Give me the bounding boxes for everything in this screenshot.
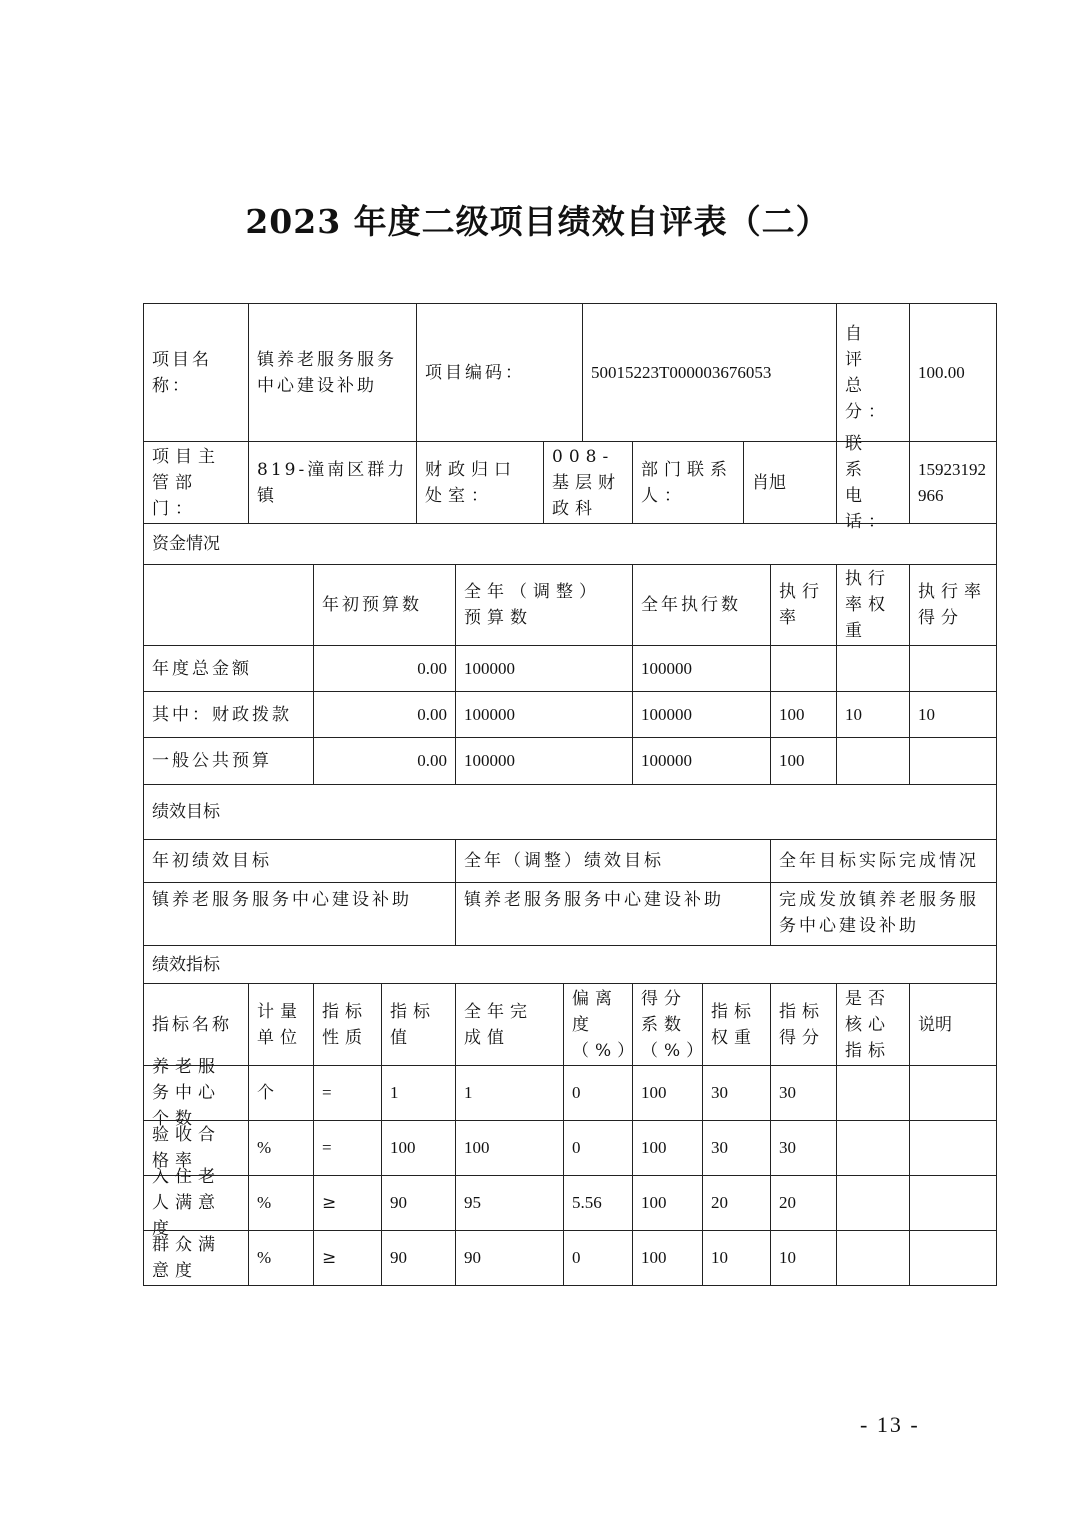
ind-row-score-coef: 100 xyxy=(632,1065,703,1121)
ind-header-nature: 指标性质 xyxy=(313,983,382,1066)
ind-header-completed: 全年完成值 xyxy=(455,983,564,1066)
ind-header-core: 是否核心指标 xyxy=(836,983,910,1066)
document-title: 2023 年度二级项目绩效自评表（二） xyxy=(245,202,830,241)
contact-label: 部门联系人： xyxy=(632,441,744,524)
ind-row-nature: ≥ xyxy=(313,1175,382,1231)
page-number: - 13 - xyxy=(860,1412,920,1437)
project-code-value: 50015223T000003676053 xyxy=(582,303,837,442)
funds-header-executed: 全年执行数 xyxy=(632,564,771,646)
finance-office-label: 财政归口处室： xyxy=(416,441,544,524)
ind-row-deviation: 0 xyxy=(563,1065,633,1121)
ind-row-unit: % xyxy=(248,1230,314,1286)
funds-row-rate xyxy=(770,645,837,692)
funds-row-label: 年度总金额 xyxy=(143,645,314,692)
ind-header-note: 说明 xyxy=(909,983,997,1066)
funds-row-rate: 100 xyxy=(770,737,837,785)
ind-row-completed: 100 xyxy=(455,1120,564,1176)
ind-row-completed: 90 xyxy=(455,1230,564,1286)
ind-header-score: 指标得分 xyxy=(770,983,837,1066)
ind-row-weight: 10 xyxy=(702,1230,771,1286)
funds-header-blank xyxy=(143,564,314,646)
ind-row-weight: 30 xyxy=(702,1065,771,1121)
ind-row-core xyxy=(836,1065,910,1121)
ind-row-score: 20 xyxy=(770,1175,837,1231)
funds-section-label: 资金情况 xyxy=(143,523,997,565)
funds-row-rate: 100 xyxy=(770,691,837,738)
funds-row-initial: 0.00 xyxy=(313,645,456,692)
ind-row-weight: 20 xyxy=(702,1175,771,1231)
goals-header-initial: 年初绩效目标 xyxy=(143,839,456,883)
ind-row-unit: % xyxy=(248,1120,314,1176)
ind-row-note xyxy=(909,1230,997,1286)
ind-row-core xyxy=(836,1175,910,1231)
ind-row-deviation: 0 xyxy=(563,1120,633,1176)
funds-row-score: 10 xyxy=(909,691,997,738)
ind-row-completed: 1 xyxy=(455,1065,564,1121)
ind-row-note xyxy=(909,1065,997,1121)
ind-row-value: 90 xyxy=(381,1230,456,1286)
goals-value-actual: 完成发放镇养老服务服务中心建设补助 xyxy=(770,882,997,946)
ind-row-unit: % xyxy=(248,1175,314,1231)
funds-header-adjusted-budget: 全年（调整）预算数 xyxy=(455,564,633,646)
funds-header-exec-rate: 执行率 xyxy=(770,564,837,646)
ind-header-value: 指标值 xyxy=(381,983,456,1066)
ind-row-score-coef: 100 xyxy=(632,1230,703,1286)
goals-header-actual: 全年目标实际完成情况 xyxy=(770,839,997,883)
dept-value: 819-潼南区群力镇 xyxy=(248,441,417,524)
ind-row-value: 90 xyxy=(381,1175,456,1231)
project-code-label: 项目编码： xyxy=(416,303,583,442)
ind-row-score-coef: 100 xyxy=(632,1175,703,1231)
funds-row-adjusted: 100000 xyxy=(455,645,633,692)
ind-row-score-coef: 100 xyxy=(632,1120,703,1176)
ind-row-deviation: 5.56 xyxy=(563,1175,633,1231)
goals-header-adjusted: 全年（调整）绩效目标 xyxy=(455,839,771,883)
ind-row-nature: = xyxy=(313,1065,382,1121)
contact-value: 肖旭 xyxy=(743,441,837,524)
ind-header-deviation: 偏离度（%） xyxy=(563,983,633,1066)
ind-row-score: 30 xyxy=(770,1120,837,1176)
funds-row-weight xyxy=(836,737,910,785)
ind-row-name: 验收合格率 xyxy=(143,1120,249,1176)
funds-header-exec-weight: 执行率权重 xyxy=(836,564,910,646)
ind-row-name: 群众满意度 xyxy=(143,1230,249,1286)
indicators-section-label: 绩效指标 xyxy=(143,945,997,984)
funds-header-initial-budget: 年初预算数 xyxy=(313,564,456,646)
funds-header-exec-score: 执行率得分 xyxy=(909,564,997,646)
self-score-value: 100.00 xyxy=(909,303,997,442)
phone-value: 15923192966 xyxy=(909,441,997,524)
ind-row-note xyxy=(909,1175,997,1231)
funds-row-adjusted: 100000 xyxy=(455,691,633,738)
ind-row-nature: = xyxy=(313,1120,382,1176)
funds-row-adjusted: 100000 xyxy=(455,737,633,785)
funds-row-executed: 100000 xyxy=(632,645,771,692)
project-name-label: 项目名称： xyxy=(143,303,249,442)
phone-label: 联 系 电话： xyxy=(836,441,910,524)
ind-row-value: 1 xyxy=(381,1065,456,1121)
ind-row-deviation: 0 xyxy=(563,1230,633,1286)
ind-header-unit: 计量单位 xyxy=(248,983,314,1066)
funds-row-initial: 0.00 xyxy=(313,737,456,785)
ind-row-name: 养老服务中心个数 xyxy=(143,1065,249,1121)
ind-header-score-coef: 得分系数（%） xyxy=(632,983,703,1066)
project-name-value: 镇养老服务服务中心建设补助 xyxy=(248,303,417,442)
ind-row-score: 10 xyxy=(770,1230,837,1286)
funds-row-score xyxy=(909,645,997,692)
funds-row-label: 一般公共预算 xyxy=(143,737,314,785)
finance-office-value: 008- 基层财政科 xyxy=(543,441,633,524)
funds-row-weight xyxy=(836,645,910,692)
funds-row-executed: 100000 xyxy=(632,737,771,785)
ind-header-weight: 指标权重 xyxy=(702,983,771,1066)
ind-row-name: 入住老人满意度 xyxy=(143,1175,249,1231)
ind-row-weight: 30 xyxy=(702,1120,771,1176)
ind-row-nature: ≥ xyxy=(313,1230,382,1286)
funds-row-initial: 0.00 xyxy=(313,691,456,738)
funds-row-executed: 100000 xyxy=(632,691,771,738)
ind-row-completed: 95 xyxy=(455,1175,564,1231)
funds-row-score xyxy=(909,737,997,785)
goals-value-initial: 镇养老服务服务中心建设补助 xyxy=(143,882,456,946)
ind-row-value: 100 xyxy=(381,1120,456,1176)
funds-row-weight: 10 xyxy=(836,691,910,738)
funds-row-label: 其中：财政拨款 xyxy=(143,691,314,738)
ind-row-unit: 个 xyxy=(248,1065,314,1121)
ind-row-score: 30 xyxy=(770,1065,837,1121)
goals-section-label: 绩效目标 xyxy=(143,784,997,840)
dept-label: 项目主管部门： xyxy=(143,441,249,524)
goals-value-adjusted: 镇养老服务服务中心建设补助 xyxy=(455,882,771,946)
self-score-label: 自 评 总分： xyxy=(836,303,910,442)
ind-row-core xyxy=(836,1120,910,1176)
ind-header-name: 指标名称 xyxy=(143,983,249,1066)
ind-row-core xyxy=(836,1230,910,1286)
ind-row-note xyxy=(909,1120,997,1176)
